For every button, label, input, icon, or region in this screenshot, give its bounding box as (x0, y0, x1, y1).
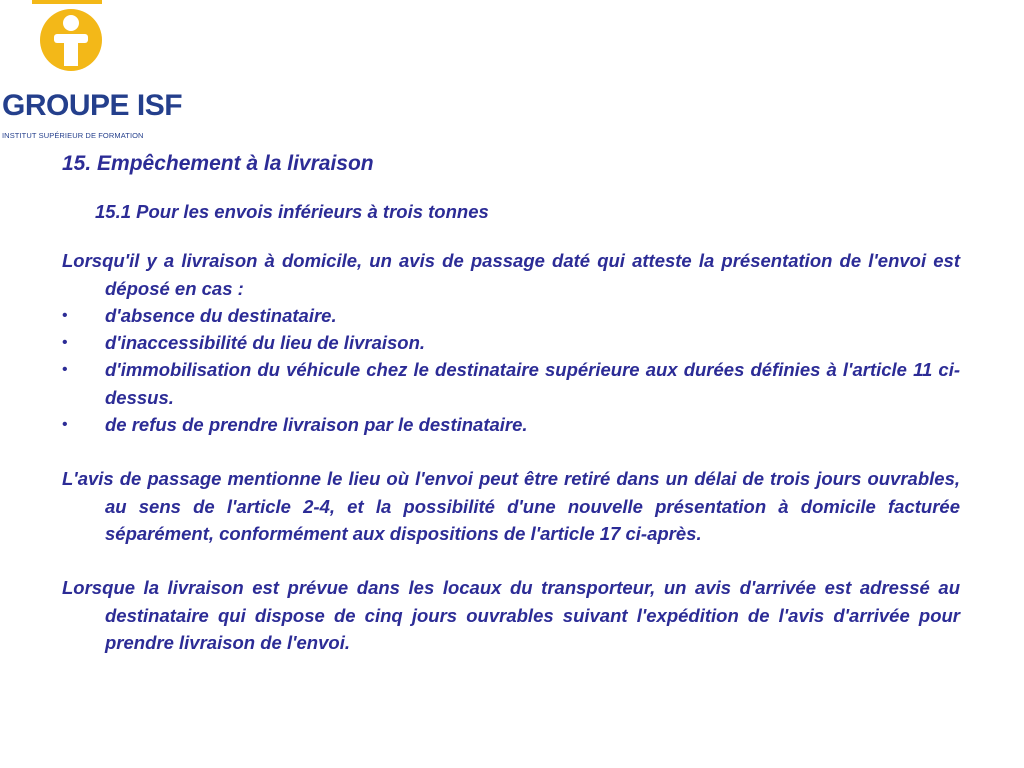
list-item (62, 356, 960, 411)
bullet-icon: • (62, 334, 68, 352)
list-item (62, 302, 960, 329)
list-item-text: d'absence du destinataire. (105, 304, 337, 326)
logo-subtitle: INSTITUT SUPÉRIEUR DE FORMATION (2, 131, 144, 140)
bullet-icon: • (62, 361, 68, 379)
arrival-paragraph: Lorsque la livraison est prévue dans les locaux du transporteur, un avis d'arrivée est adressé au destinataire qui dispose de cinq jours ouvrables suivant l'expédition de l'avis d'arrivée pour prendre livraison de l'envoi. (62, 577, 960, 653)
list-item-text: d'inaccessibilité du lieu de livraison. (105, 332, 426, 354)
groupe-isf-logo (0, 0, 183, 145)
bullet-icon: • (62, 416, 68, 434)
subsection-heading: 15.1 Pour les envois inférieurs à trois tonnes (95, 201, 489, 222)
list-item-text: de refus de prendre livraison par le destinataire. (105, 414, 528, 436)
list-item (62, 411, 960, 438)
document-body (62, 150, 960, 656)
person-emblem-icon (38, 0, 104, 80)
bullet-icon: • (62, 306, 68, 324)
logo-wordmark: GROUPE ISF (2, 89, 183, 122)
list-item (62, 329, 960, 356)
list-item-text: d'immobilisation du véhicule chez le destinataire supérieure aux durées définies à l'article 11 ci-dessus. (105, 359, 960, 408)
section-heading: 15. Empêchement à la livraison (62, 152, 374, 175)
notice-paragraph: L'avis de passage mentionne le lieu où l'envoi peut être retiré dans un délai de trois jours ouvrables, au sens de l'article 2-4, et la possibilité d'une nouvelle présentation à domicile facturée séparément, conformément aux dispositions de l'article 17 ci-après. (62, 468, 960, 544)
intro-paragraph: Lorsqu'il y a livraison à domicile, un avis de passage daté qui atteste la présentation de l'envoi est déposé en cas : (62, 250, 960, 299)
conditions-list (62, 302, 960, 438)
